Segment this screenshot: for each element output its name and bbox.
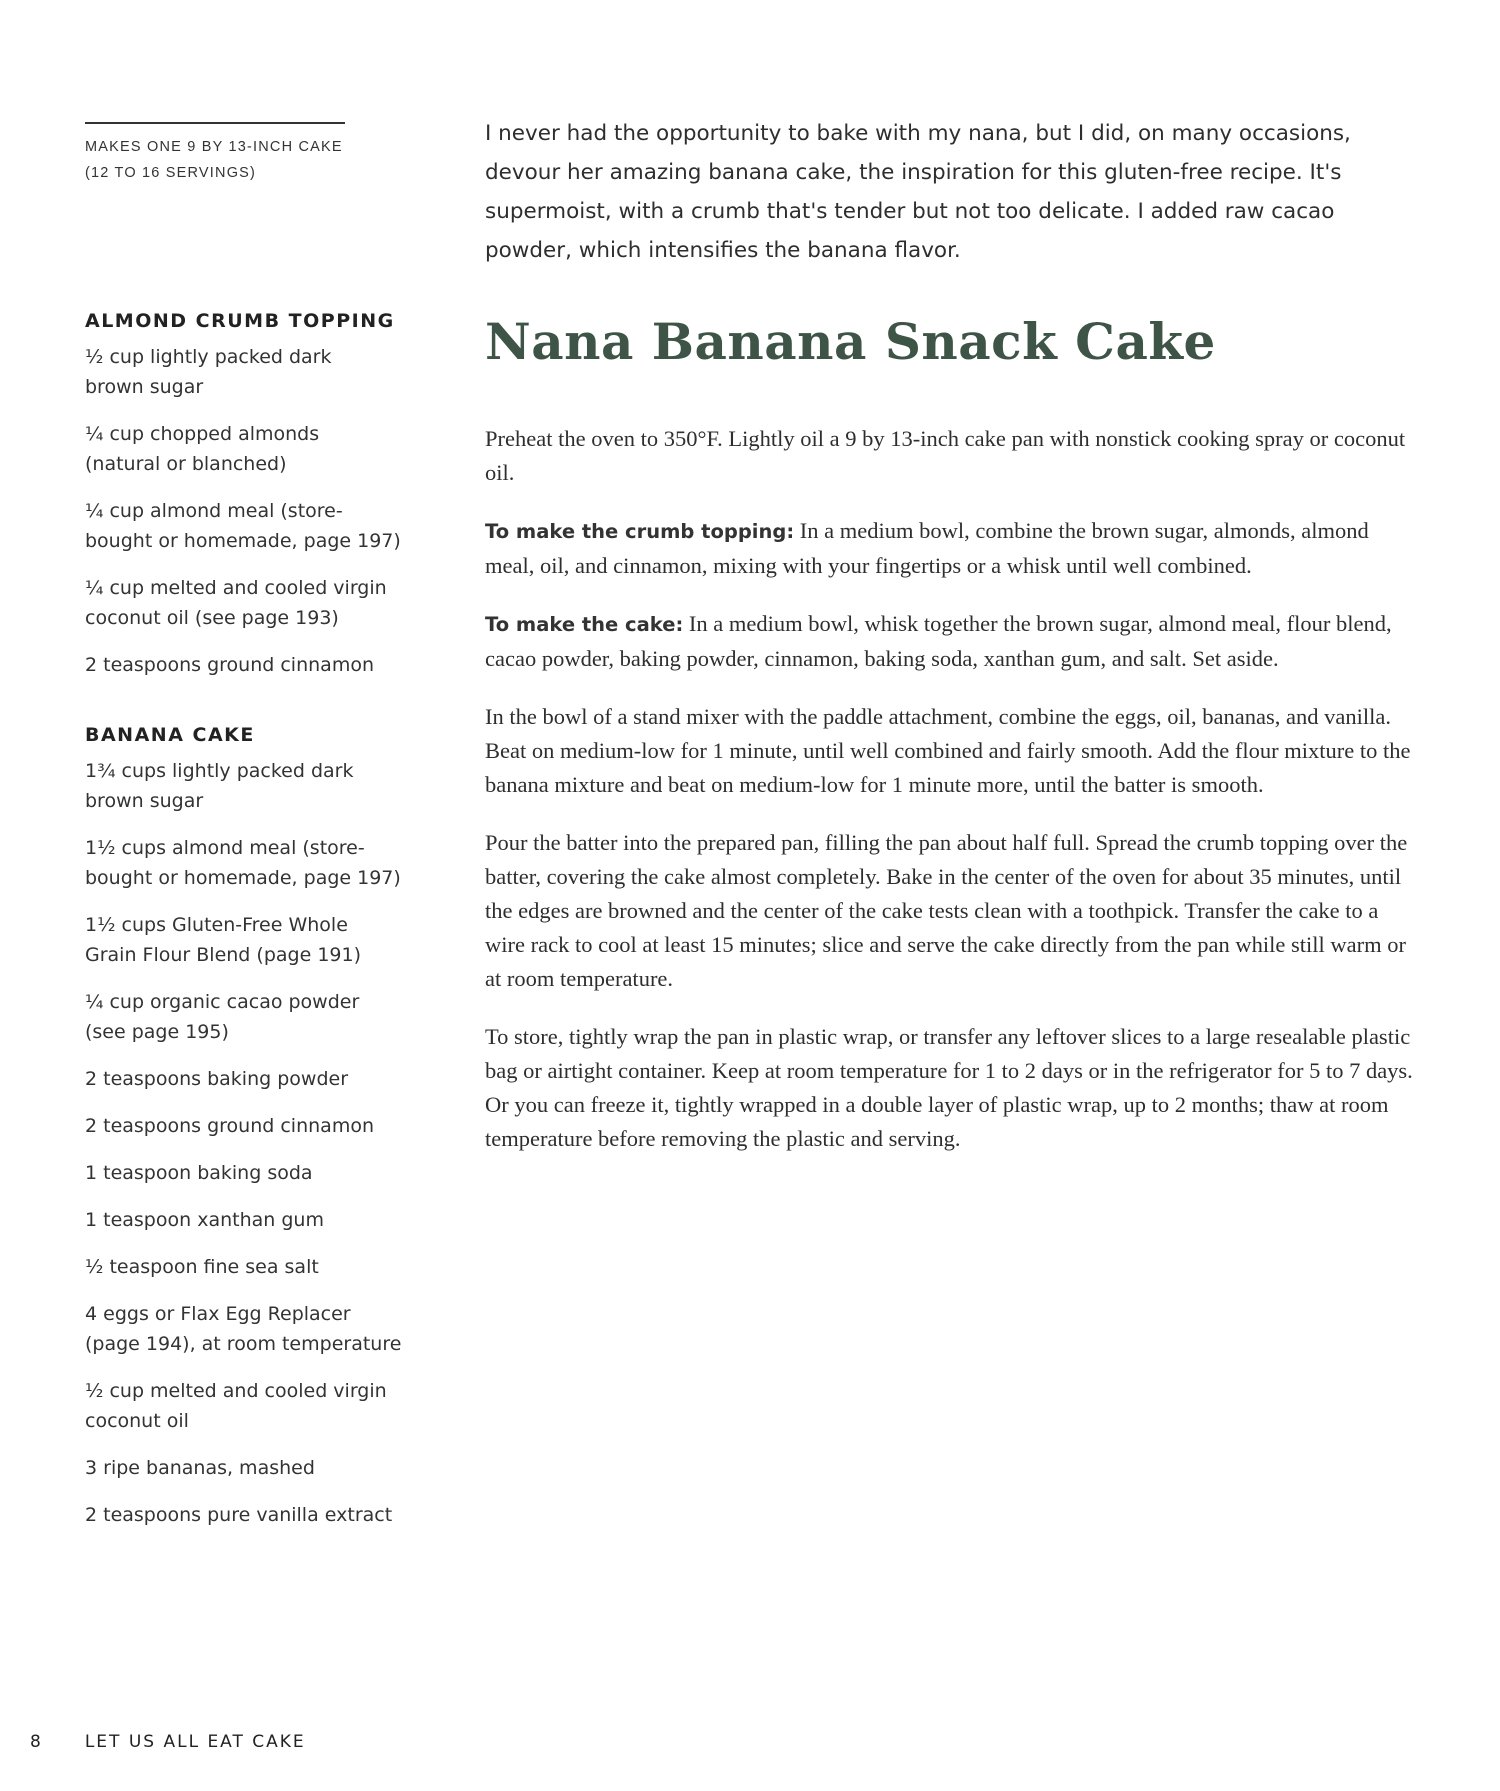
method-step-6-text: To store, tightly wrap the pan in plastic wrap, or transfer any leftover slices to a large resealable plastic bag or airtight container. Keep at room temperature for 1 to 2 days or in the refrigerator for 5 to 7 days. Or you can freeze it, tightly wrapped in a double layer of plastic wrap, up to 2 months; thaw at room temperature before removing the plastic and serving.: [485, 1024, 1413, 1151]
ingredient-item: 4 eggs or Flax Egg Replacer (page 194), at room temperature: [85, 1303, 402, 1355]
ingredient-group-heading: BANANA CAKE: [85, 724, 255, 746]
ingredient-group-cake: [85, 722, 425, 1530]
method-step-3-lead: To make the cake:: [485, 613, 684, 636]
intro-paragraph: I never had the opportunity to bake with my nana, but I did, on many occasions, devour her amazing banana cake, the inspiration for this gluten-free recipe. It's supermoist, with a crumb that's tender but not too delicate. I added raw cacao powder, which intensifies the banana flavor.: [485, 121, 1351, 263]
method-step-4-text: In the bowl of a stand mixer with the paddle attachment, combine the eggs, oil, bananas, and vanilla. Beat on medium-low for 1 minute, until well combined and fairly smooth. Add the flour mixture to the banana mixture and beat on medium-low for 1 minute more, until the batter is smooth.: [485, 704, 1411, 797]
method-step-6: [485, 1020, 1415, 1156]
ingredient-item: ½ teaspoon fine sea salt: [85, 1256, 319, 1278]
method-step-5: [485, 826, 1415, 996]
ingredient-item: ¼ cup organic cacao powder (see page 195): [85, 991, 360, 1043]
page-number: 8: [30, 1732, 43, 1752]
page-footer: [30, 1732, 306, 1752]
yield-line-2: (12 TO 16 SERVINGS): [85, 165, 257, 181]
ingredient-item: ¼ cup chopped almonds (natural or blanched): [85, 423, 320, 475]
ingredient-item: 1 teaspoon xanthan gum: [85, 1209, 324, 1231]
ingredient-item: 1¾ cups lightly packed dark brown sugar: [85, 760, 354, 812]
ingredient-item: 3 ripe bananas, mashed: [85, 1457, 315, 1479]
ingredient-item: ½ cup lightly packed dark brown sugar: [85, 346, 332, 398]
method-step-2-lead: To make the crumb topping:: [485, 520, 795, 543]
ingredient-item: 2 teaspoons baking powder: [85, 1068, 349, 1090]
ingredient-group-heading: ALMOND CRUMB TOPPING: [85, 310, 395, 332]
method-section: [485, 422, 1415, 1180]
ingredient-item: ¼ cup melted and cooled virgin coconut oil (see page 193): [85, 577, 387, 629]
yield-info: [85, 134, 385, 186]
method-step-3-text: In a medium bowl, whisk together the brown sugar, almond meal, flour blend, cacao powder, baking powder, cinnamon, baking soda, xanthan gum, and salt. Set aside.: [485, 611, 1392, 671]
method-step-2: [485, 514, 1415, 583]
ingredient-group-topping: [85, 308, 425, 680]
ingredients-sidebar: [85, 308, 425, 1572]
ingredient-item: ¼ cup almond meal (store- bought or homemade, page 197): [85, 500, 401, 552]
yield-rule: [85, 122, 345, 124]
method-step-3: [485, 607, 1415, 676]
book-title: LET US ALL EAT CAKE: [84, 1732, 306, 1752]
method-step-5-text: Pour the batter into the prepared pan, filling the pan about half full. Spread the crumb topping over the batter, covering the cake almost completely. Bake in the center of the oven for about 35 minutes, until the edges are browned and the center of the cake tests clean with a toothpick. Transfer the cake to a wire rack to cool at least 15 minutes; slice and serve the cake directly from the pan while still warm or at room temperature.: [485, 830, 1408, 991]
recipe-title: Nana Banana Snack Cake: [485, 312, 1216, 371]
ingredient-item: 1½ cups almond meal (store- bought or homemade, page 197): [85, 837, 401, 889]
ingredient-item: ½ cup melted and cooled virgin coconut oil: [85, 1380, 387, 1432]
method-step-4: [485, 700, 1415, 802]
ingredient-item: 2 teaspoons ground cinnamon: [85, 654, 374, 676]
method-step-2-text: In a medium bowl, combine the brown sugar, almonds, almond meal, oil, and cinnamon, mixing with your fingertips or a whisk until well combined.: [485, 518, 1369, 578]
yield-line-1: MAKES ONE 9 BY 13-INCH CAKE: [85, 139, 343, 155]
method-step-1: [485, 422, 1415, 490]
ingredient-item: 1½ cups Gluten-Free Whole Grain Flour Blend (page 191): [85, 914, 361, 966]
ingredient-item: 1 teaspoon baking soda: [85, 1162, 313, 1184]
method-step-1-text: Preheat the oven to 350°F. Lightly oil a 9 by 13-inch cake pan with nonstick cooking spray or coconut oil.: [485, 426, 1406, 485]
ingredient-item: 2 teaspoons pure vanilla extract: [85, 1504, 393, 1526]
ingredient-item: 2 teaspoons ground cinnamon: [85, 1115, 374, 1137]
